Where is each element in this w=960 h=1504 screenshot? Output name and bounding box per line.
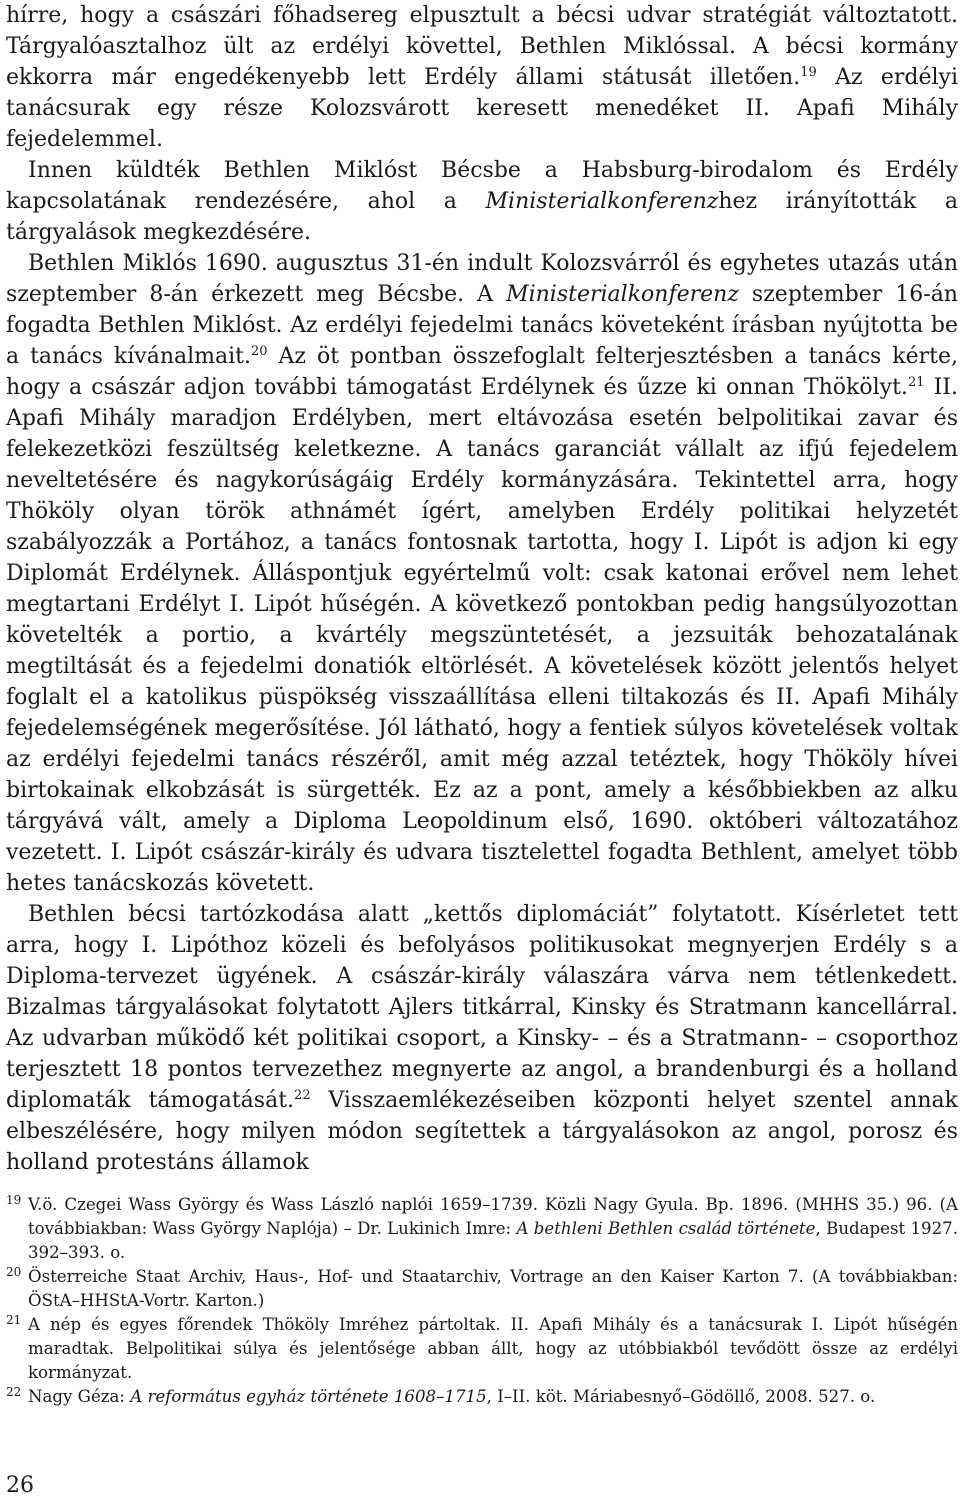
text-segment: Innen küldték Bethlen Miklóst Bécsbe a Habsburg-birodalom és Erdély kapcsolatának rendezésére, ahol a <box>6 158 958 214</box>
paragraph-1 <box>6 0 958 155</box>
text-segment: Az öt pontban összefoglalt felterjesztésben a tanács kérte, hogy a császár adjon további támogatást Erdélynek és űzze ki onnan Thökölyt. <box>6 344 958 400</box>
footnote-22 <box>6 1385 958 1409</box>
text-segment: Bethlen bécsi tartózkodása alatt „kettős diplomáciát” folytatott. Kísérletet tett arra, hogy I. Lipóthoz közeli és befolyásos politikusokat megnyerjen Erdély s a Diploma-tervezet ügyének. A császár-király válaszára várva nem tétlenkedett. Bizalmas tárgyalásokat folytatott Ajlers titkárral, Kinsky és Stratmann kancellárral. Az udvarban működő két politikai csoport, a Kinsky- – és a Stratmann- – csoporthoz terjesztett 18 pontos tervezethez megnyerte az angol, a brandenburgi és a holland diplomaták támogatását. <box>6 902 958 1113</box>
footnote-ref-19[interactable]: 19 <box>800 65 817 80</box>
text-segment: hez irányították a tárgyalások megkezdésére. <box>6 189 958 245</box>
footnote-text: Nagy Géza: <box>28 1387 131 1406</box>
footnote-21 <box>6 1313 958 1385</box>
footnote-italic-title: A református egyház története 1608–1715 <box>130 1387 487 1406</box>
paragraph-3 <box>6 248 958 899</box>
footnotes <box>6 1193 958 1409</box>
footnote-number: 22 <box>6 1385 22 1399</box>
page-number: 26 <box>6 1473 34 1498</box>
italic-term: Ministerialkonferenz <box>485 189 719 214</box>
footnote-20 <box>6 1265 958 1313</box>
text-segment: Az erdélyi tanácsurak egy része Kolozsvárott keresett menedéket II. Apafi Mihály fejedelemmel. <box>6 65 958 152</box>
footnote-italic-title: A bethleni Bethlen család története <box>516 1219 816 1238</box>
text-segment: szeptember 16-án fogadta Bethlen Miklóst. Az erdélyi fejedelmi tanács követeként írásban nyújtotta be a tanács kívánalmait. <box>6 282 958 369</box>
text-segment: hírre, hogy a császári főhadsereg elpusztult a bécsi udvar stratégiát változtatott. Tárgyalóasztalhoz ült az erdélyi követtel, Bethlen Miklóssal. A bécsi kormány ekkorra már engedékenyebb lett Erdély állami státusát illetően. <box>6 3 958 90</box>
footnote-text: V.ö. Czegei Wass György és Wass László naplói 1659–1739. Közli Nagy Gyula. Bp. 1896. (MHHS 35.) 96. (A továbbiakban: Wass György Naplója) – Dr. Lukinich Imre: <box>28 1195 958 1238</box>
footnote-text: A nép és egyes főrendek Thököly Imréhez pártoltak. II. Apafi Mihály és a tanácsurak I. Lipót hűségén maradtak. Belpolitikai súlya és jelentősége abban állt, hogy az utóbbiakból tevődött össze az erdélyi kormányzat. <box>28 1315 958 1382</box>
footnote-text: , I–II. köt. Máriabesnyő–Gödöllő, 2008. 527. o. <box>486 1387 876 1406</box>
italic-term: Ministerialkonferenz <box>506 282 739 307</box>
footnote-text: , Budapest 1927. 392–393. o. <box>28 1219 958 1262</box>
footnote-text: Österreiche Staat Archiv, Haus-, Hof- und Staatarchiv, Vortrage an den Kaiser Karton 7. (A továbbiakban: ÖStA–HHStA-Vortr. Karton.) <box>28 1267 958 1310</box>
paragraph-2 <box>6 155 958 248</box>
footnote-number: 19 <box>6 1193 22 1207</box>
text-segment: Visszaemlékezéseiben központi helyet szentel annak elbeszélésére, hogy milyen módon segítettek a tárgyalásokon az angol, porosz és holland protestáns államok <box>6 1088 958 1175</box>
footnote-ref-21[interactable]: 21 <box>907 375 925 390</box>
paragraph-4 <box>6 899 958 1178</box>
footnote-number: 20 <box>6 1265 22 1279</box>
text-segment: Bethlen Miklós 1690. augusztus 31-én indult Kolozsvárról és egyhetes utazás után szeptember 8-án érkezett meg Bécsbe. A <box>6 251 958 307</box>
document-page <box>6 0 958 1504</box>
footnote-ref-20[interactable]: 20 <box>251 344 268 359</box>
text-segment: II. Apafi Mihály maradjon Erdélyben, mert eltávozása esetén belpolitikai zavar és felekezetközi feszültség keletkezne. A tanács garanciát vállalt az ifjú fejedelem neveltetésére és nagykorúságáig Erdély kormányzására. Tekintettel arra, hogy Thököly olyan török athnámét ígért, amelyben Erdély politikai helyzetét szabályozzák a Portához, a tanács fontosnak tartotta, hogy I. Lipót is adjon ki egy Diplomát Erdélynek. Álláspontjuk egyértelmű volt: csak katonai erővel nem lehet megtartani Erdélyt I. Lipót hűségén. A következő pontokban pedig hangsúlyozottan követelték a portio, a kvártély megszüntetését, a jezsuiták behozatalának megtiltását és a fejedelmi donatiók eltörlését. A követelések között jelentős helyet foglalt el a katolikus püspökség visszaállítása elleni tiltakozás és II. Apafi Mihály fejedelemségének megerősítése. Jól látható, hogy a fentiek súlyos követelések voltak az erdélyi fejedelmi tanács részéről, amit még azzal tetéztek, hogy Thököly hívei birtokainak elkobzását is sürgették. Ez az a pont, amely a későbbiekben az alku tárgyává vált, amely a Diploma Leopoldinum első, 1690. októberi változatához vezetett. I. Lipót császár-király és udvara tisztelettel fogadta Bethlent, amelyet több hetes tanácskozás követett. <box>6 375 958 896</box>
footnote-number: 21 <box>6 1313 22 1327</box>
footnote-ref-22[interactable]: 22 <box>294 1088 311 1103</box>
footnote-19 <box>6 1193 958 1265</box>
body-text <box>6 0 958 1178</box>
